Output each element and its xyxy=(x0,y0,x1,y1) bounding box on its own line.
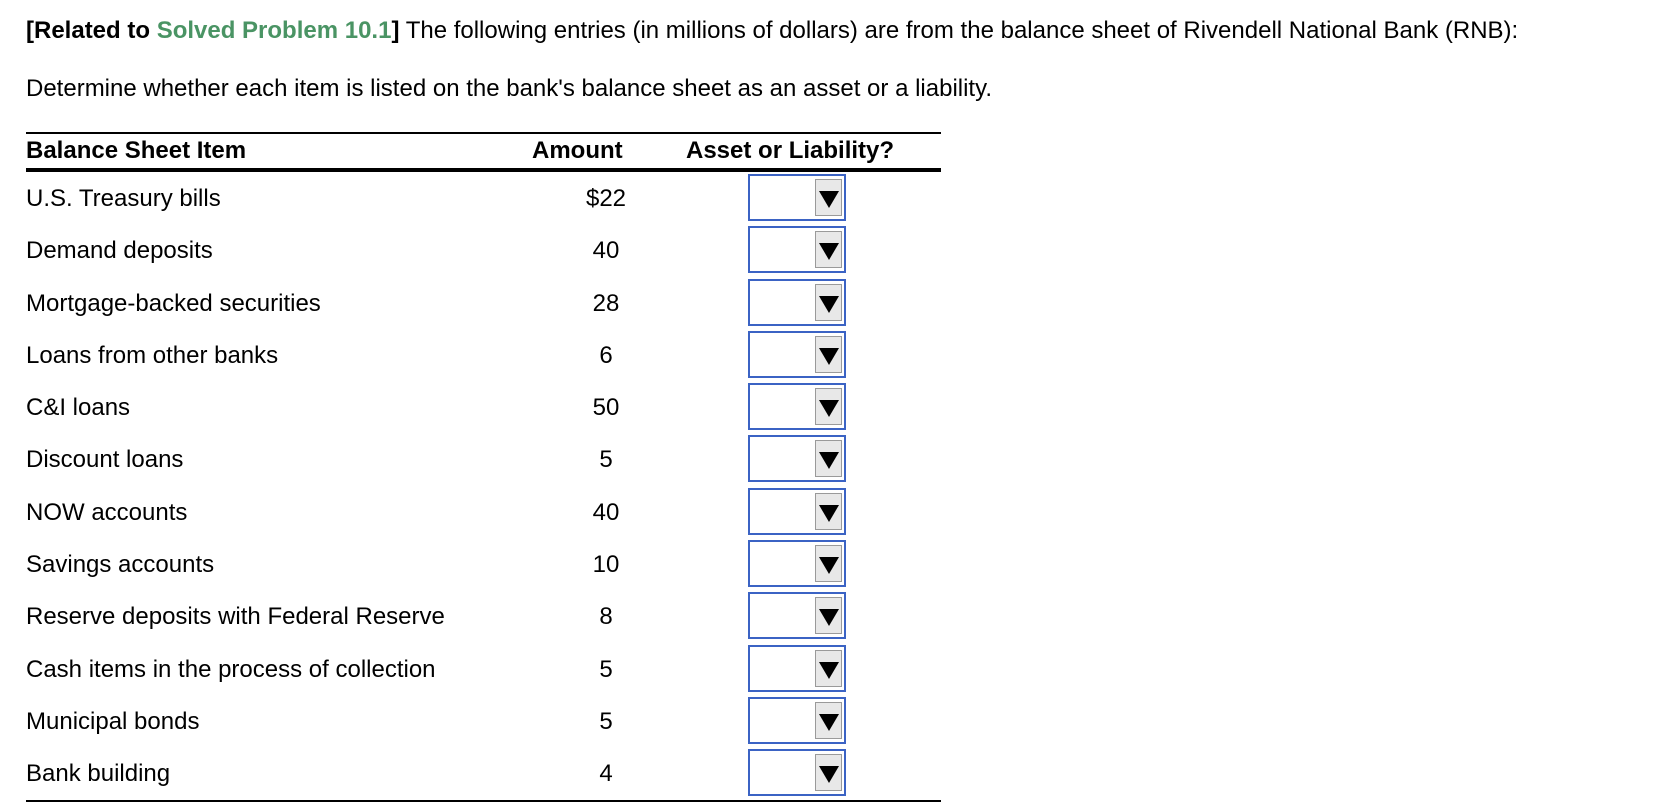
table-row xyxy=(26,433,941,485)
dropdown-arrow-button[interactable] xyxy=(815,284,842,321)
dropdown-arrow-button[interactable] xyxy=(815,231,842,268)
chevron-down-icon xyxy=(819,662,839,679)
asset-liability-select[interactable] xyxy=(748,279,846,326)
dropdown-arrow-button[interactable] xyxy=(815,179,842,216)
header-item: Balance Sheet Item xyxy=(26,137,247,164)
dropdown-arrow-button[interactable] xyxy=(815,545,842,582)
asset-liability-select[interactable] xyxy=(748,174,846,221)
table-row xyxy=(26,172,941,224)
chevron-down-icon xyxy=(819,400,839,417)
dropdown-arrow-button[interactable] xyxy=(815,650,842,687)
row-amount: 5 xyxy=(599,446,613,474)
table-body xyxy=(26,172,941,800)
table-row xyxy=(26,590,941,642)
header-amount: Amount xyxy=(532,137,623,164)
asset-liability-select[interactable] xyxy=(748,749,846,796)
row-amount: 40 xyxy=(592,237,620,265)
table-row xyxy=(26,538,941,590)
table-row xyxy=(26,695,941,747)
row-item-label: Savings accounts xyxy=(26,551,215,579)
chevron-down-icon xyxy=(819,714,839,731)
row-amount: 5 xyxy=(599,655,613,683)
asset-liability-select[interactable] xyxy=(748,592,846,639)
row-item-label: NOW accounts xyxy=(26,498,188,526)
header-classification: Asset or Liability? xyxy=(686,137,895,164)
asset-liability-select[interactable] xyxy=(748,435,846,482)
solved-problem-link[interactable]: Solved Problem 10.1 xyxy=(156,17,392,44)
row-amount: 8 xyxy=(599,603,613,631)
table-row xyxy=(26,381,941,433)
table-row xyxy=(26,329,941,381)
table-row xyxy=(26,747,941,799)
row-amount: 50 xyxy=(592,394,620,422)
chevron-down-icon xyxy=(819,557,839,574)
dropdown-arrow-button[interactable] xyxy=(815,336,842,373)
dropdown-arrow-button[interactable] xyxy=(815,702,842,739)
asset-liability-select[interactable] xyxy=(748,488,846,535)
chevron-down-icon xyxy=(819,452,839,469)
row-item-label: Reserve deposits with Federal Reserve xyxy=(26,603,445,631)
intro-open-bracket: [Related to xyxy=(26,17,157,44)
chevron-down-icon xyxy=(819,191,839,208)
problem-intro xyxy=(26,14,1518,48)
chevron-down-icon xyxy=(819,766,839,783)
chevron-down-icon xyxy=(819,296,839,313)
row-amount: 4 xyxy=(599,760,613,788)
dropdown-arrow-button[interactable] xyxy=(815,388,842,425)
row-item-label: Bank building xyxy=(26,760,171,788)
asset-liability-select[interactable] xyxy=(748,540,846,587)
balance-sheet-table xyxy=(26,132,941,802)
dropdown-arrow-button[interactable] xyxy=(815,440,842,477)
row-item-label: Loans from other banks xyxy=(26,341,279,369)
dropdown-arrow-button[interactable] xyxy=(815,493,842,530)
row-amount: 5 xyxy=(599,707,613,735)
table-header xyxy=(26,134,941,172)
table-row xyxy=(26,486,941,538)
row-amount: $22 xyxy=(585,185,627,212)
row-item-label: Demand deposits xyxy=(26,237,213,265)
intro-text: The following entries (in millions of dollars) are from the balance sheet of Rivendell National Bank (RNB): xyxy=(399,17,1519,44)
row-item-label: Cash items in the process of collection xyxy=(26,655,436,683)
asset-liability-select[interactable] xyxy=(748,697,846,744)
chevron-down-icon xyxy=(819,505,839,522)
row-amount: 6 xyxy=(599,341,613,369)
asset-liability-select[interactable] xyxy=(748,383,846,430)
row-item-label: Municipal bonds xyxy=(26,707,200,735)
row-item-label: Mortgage-backed securities xyxy=(26,289,321,317)
row-item-label: C&I loans xyxy=(26,394,131,422)
asset-liability-select[interactable] xyxy=(748,331,846,378)
chevron-down-icon xyxy=(819,609,839,626)
intro-close-bracket: ] xyxy=(391,17,400,44)
asset-liability-select[interactable] xyxy=(748,226,846,273)
chevron-down-icon xyxy=(819,348,839,365)
dropdown-arrow-button[interactable] xyxy=(815,754,842,791)
table-row xyxy=(26,224,941,276)
table-row xyxy=(26,643,941,695)
row-amount: 40 xyxy=(592,498,620,526)
asset-liability-select[interactable] xyxy=(748,645,846,692)
row-item-label: U.S. Treasury bills xyxy=(26,185,221,212)
instruction-text: Determine whether each item is listed on the bank's balance sheet as an asset or a liability. xyxy=(26,75,992,102)
chevron-down-icon xyxy=(819,243,839,260)
dropdown-arrow-button[interactable] xyxy=(815,597,842,634)
row-amount: 10 xyxy=(592,551,620,579)
row-item-label: Discount loans xyxy=(26,446,184,474)
table-row xyxy=(26,277,941,329)
row-amount: 28 xyxy=(592,289,620,317)
